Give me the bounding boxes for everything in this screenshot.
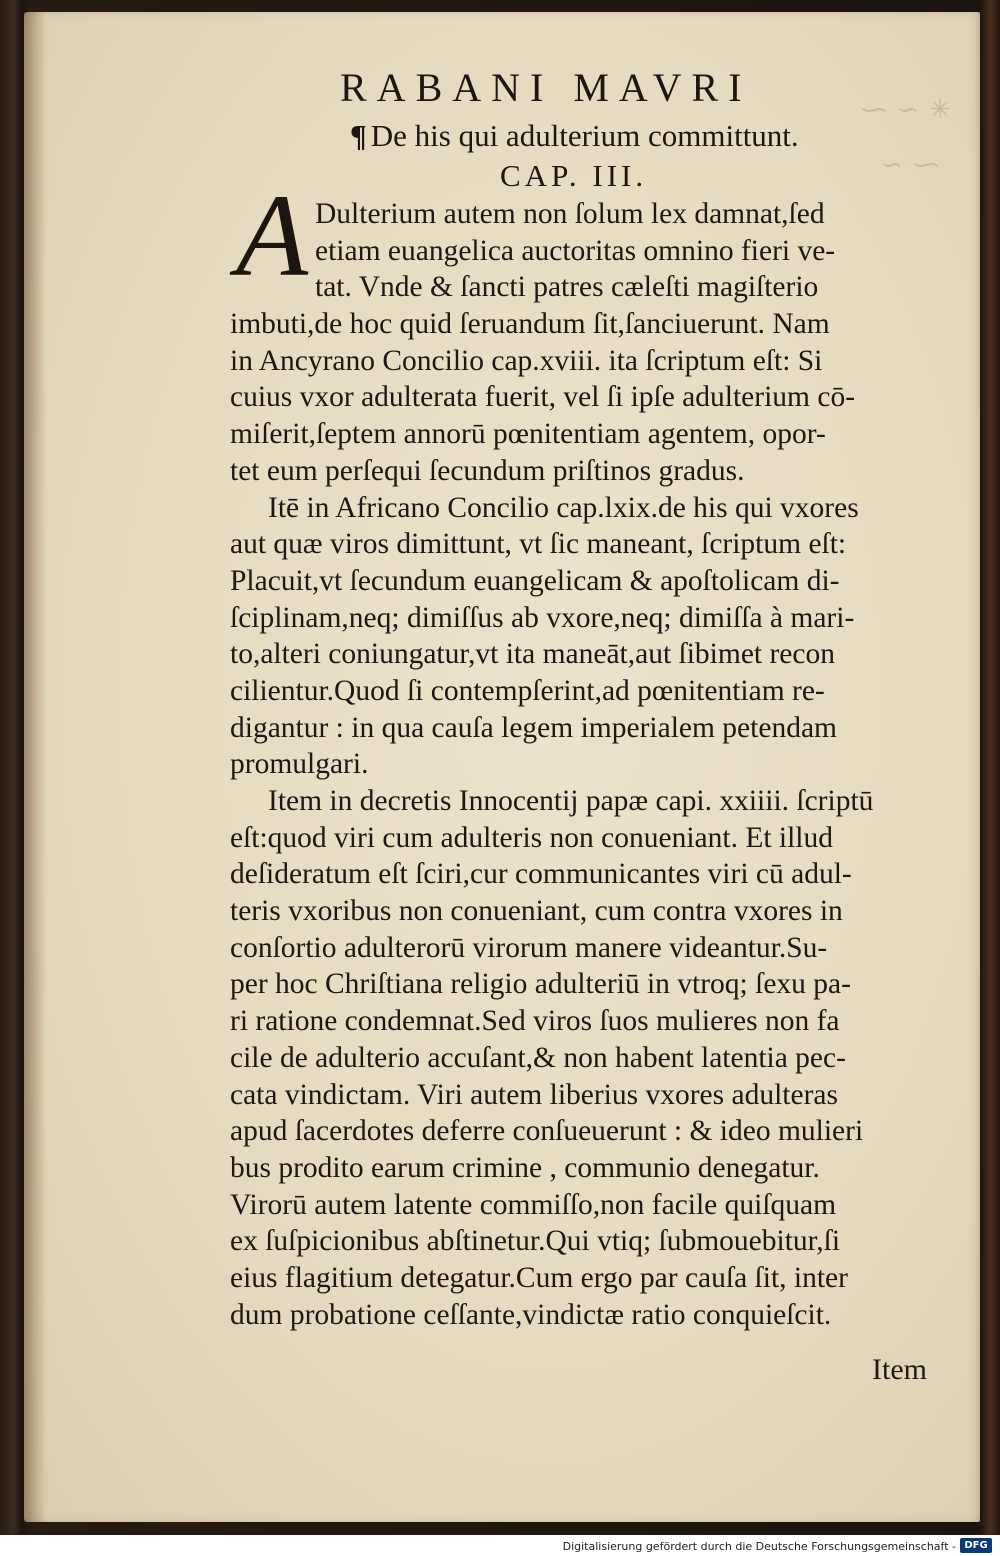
text-line: cilientur.Quod ſi contempſerint,ad pœnitentiam re- <box>230 674 825 707</box>
pilcrow-mark: ¶ <box>350 118 367 153</box>
text-line: cata vindictam. Viri autem liberius vxores adulteras <box>230 1078 838 1111</box>
text-line: ri ratione condemnat.Sed viros ſuos mulieres non fa <box>230 1005 840 1038</box>
text-line: ſciplinam,neq; dimiſſus ab vxore,neq; dimiſſa à mari- <box>230 601 855 634</box>
text-line: imbuti,de hoc quid ſeruandum ſit,ſanciuerunt. Nam <box>230 308 830 341</box>
chapter-title <box>350 118 870 154</box>
text-line: miſerit,ſeptem annorū pœnitentiam agentem, opor- <box>230 418 826 451</box>
text-line: Item in decretis Innocentij papæ capi. xxiiii. ſcriptū <box>268 785 874 817</box>
text-line: conſortio adulterorū virorum manere videantur.Su- <box>230 931 828 964</box>
text-line: Dulterium autem non ſolum lex damnat,ſed <box>315 198 825 230</box>
text-line: in Ancyrano Concilio cap.xviii. ita ſcriptum eſt: Si <box>230 344 823 377</box>
text-line: eius flagitium detegatur.Cum ergo par cauſa ſit, inter <box>230 1261 848 1294</box>
text-line: per hoc Chriſtiana religio adulteriū in vtroq; ſexu pa- <box>230 968 851 1001</box>
text-line: to,alteri coniungatur,vt ita maneāt,aut ſibimet recon <box>230 638 835 671</box>
drop-cap-initial: A <box>236 170 309 301</box>
text-line: bus prodito earum crimine , communio denegatur. <box>230 1151 820 1184</box>
body-text <box>230 196 960 1333</box>
text-line: teris vxoribus non conueniant, cum contra vxores in <box>230 895 843 928</box>
text-line: apud ſacerdotes deferre conſueuerunt : & ideo mulieri <box>230 1115 864 1148</box>
text-line: etiam euangelica auctoritas omnino fieri ve- <box>315 234 836 267</box>
show-through-marks: ⁓ ~ <box>880 150 940 180</box>
text-line: eſt:quod viri cum adulteris non conueniant. Et illud <box>230 821 833 854</box>
running-head: RABANI MAVRI <box>340 65 752 110</box>
text-line: digantur : in qua cauſa legem imperialem petendam <box>230 711 837 744</box>
text-line: promulgari. <box>230 748 369 781</box>
page-gutter-shadow <box>24 12 46 1522</box>
chapter-title-text: De his qui adulterium committunt. <box>370 118 799 153</box>
text-line: deſideratum eſt ſciri,cur communicantes viri cū adul- <box>230 858 852 891</box>
text-line: cuius vxor adulterata fuerit, vel ſi ipſe adulterium cō- <box>230 381 856 414</box>
text-line: ex ſuſpicionibus abſtinetur.Qui vtiq; ſubmouebitur,ſi <box>230 1225 841 1258</box>
text-line: aut quæ viros dimittunt, vt ſic maneant, ſcriptum eſt: <box>230 528 847 561</box>
text-line: Placuit,vt ſecundum euangelicam & apoſtolicam di- <box>230 564 840 597</box>
text-line: Virorū autem latente commiſſo,non facile quiſquam <box>230 1188 837 1221</box>
funding-credit: Digitalisierung gefördert durch die Deutsche Forschungsgemeinschaft - <box>562 1540 956 1553</box>
show-through-marks: ✳ ~ ⁓ <box>860 95 952 125</box>
text-line: dum probatione ceſſante,vindictæ ratio conquieſcit. <box>230 1298 832 1331</box>
dfg-logo: DFG <box>960 1538 992 1553</box>
text-line: cile de adulterio accuſant,& non habent latentia pec- <box>230 1041 846 1074</box>
chapter-number: CAP. III. <box>500 158 648 193</box>
text-line: Itē in Africano Concilio cap.lxix.de his qui vxores <box>268 491 859 524</box>
catchword: Item <box>872 1353 927 1386</box>
text-line: tat. Vnde & ſancti patres cæleſti magiſterio <box>315 271 819 304</box>
text-line: tet eum perſequi ſecundum priſtinos gradus. <box>230 454 745 487</box>
